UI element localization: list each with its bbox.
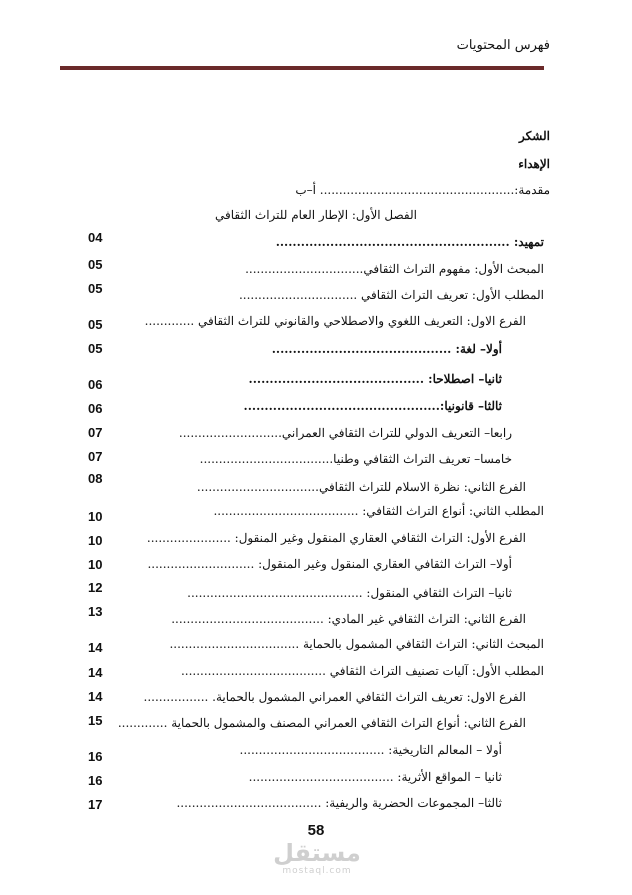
toc-page: 07 (88, 449, 103, 464)
header-divider (60, 66, 544, 70)
toc-page: 14 (88, 640, 103, 655)
toc-page: 05 (88, 281, 103, 296)
toc-page: 05 (88, 257, 103, 272)
toc-entry: ثانيا– التراث الثقافي المنقول: .............................................. (187, 586, 512, 600)
toc-page: 05 (88, 341, 103, 356)
toc-page: 05 (88, 317, 103, 332)
toc-entry: أولا– التراث الثقافي العقاري المنقول وغير المنقول: ............................ (147, 557, 512, 571)
toc-page: 08 (88, 471, 103, 486)
toc-page: 10 (88, 557, 103, 572)
toc-page: 06 (88, 401, 103, 416)
toc-page: 14 (88, 665, 103, 680)
toc-entry: المطلب الأول: آليات تصنيف التراث الثقافي ...................................... (180, 664, 544, 678)
toc-page: 10 (88, 509, 103, 524)
toc-entry: الفرع الاول: التعريف اللغوي والاصطلاحي والقانوني للتراث الثقافي ............. (144, 314, 526, 328)
toc-entry: أولا – المعالم التاريخية: ...................................... (239, 743, 502, 757)
toc-entry: الفرع الثاني: أنواع التراث الثقافي العمراني المصنف والمشمول بالحماية ............. (117, 716, 526, 730)
toc-page: 13 (88, 604, 103, 619)
toc-page: 10 (88, 533, 103, 548)
toc-entry: خامسا– تعريف التراث الثقافي وطنيا................................... (199, 452, 512, 466)
toc-entry: ثالثا– قانونيا:............................................... (243, 399, 502, 413)
toc-entry: المطلب الأول: تعريف التراث الثقافي ............................... (238, 288, 544, 302)
watermark-latin: mostaql.com (282, 866, 352, 876)
watermark-arabic: مستقل (273, 839, 361, 867)
toc-entry: ثالثا– المجموعات الحضرية والريفية: ...................................... (176, 796, 502, 810)
toc-entry: الفرع الثاني: نظرة الاسلام للتراث الثقافي................................ (196, 480, 526, 494)
toc-entry: ثانيا– اصطلاحا: .......................................... (248, 372, 502, 386)
toc-entry: تمهيد: ........................................................ (275, 235, 544, 249)
page-number: 58 (307, 822, 325, 839)
header-title: فهرس المحتويات (456, 38, 550, 53)
toc-entry: المطلب الثاني: أنواع التراث الثقافي: ...................................... (213, 504, 544, 518)
toc-entry: الفرع الأول: التراث الثقافي العقاري المنقول وغير المنقول: ...................... (146, 531, 526, 545)
toc-entry: المبحث الأول: مفهوم التراث الثقافي............................... (245, 262, 544, 276)
toc-page: 16 (88, 773, 103, 788)
toc-page: 16 (88, 749, 103, 764)
toc-page: 06 (88, 377, 103, 392)
toc-entry: رابعا– التعريف الدولي للتراث الثقافي العمراني........................... (178, 426, 512, 440)
toc-entry: الفرع الاول: تعريف التراث الثقافي العمراني المشمول بالحماية. ................. (143, 690, 526, 704)
toc-entry: أولا– لغة: ........................................... (271, 342, 502, 356)
toc-page: 17 (88, 797, 103, 812)
toc-page: 15 (88, 713, 103, 728)
front-dedication: الإهداء (518, 157, 550, 171)
front-thanks: الشكر (519, 129, 550, 143)
toc-entry: الفرع الثاني: التراث الثقافي غير المادي: ........................................ (171, 612, 526, 626)
chapter-title: الفصل الأول: الإطار العام للتراث الثقافي (215, 208, 417, 222)
toc-page: 04 (88, 230, 103, 245)
toc-entry: ثانيا – المواقع الأثرية: ...................................... (248, 770, 502, 784)
front-intro: مقدمة:................................................... أ–ب (295, 183, 550, 197)
toc-page: 14 (88, 689, 103, 704)
toc-page: 07 (88, 425, 103, 440)
watermark-logo (262, 840, 372, 876)
toc-entry: المبحث الثاني: التراث الثقافي المشمول بالحماية .................................. (169, 637, 544, 651)
toc-page: 12 (88, 580, 103, 595)
